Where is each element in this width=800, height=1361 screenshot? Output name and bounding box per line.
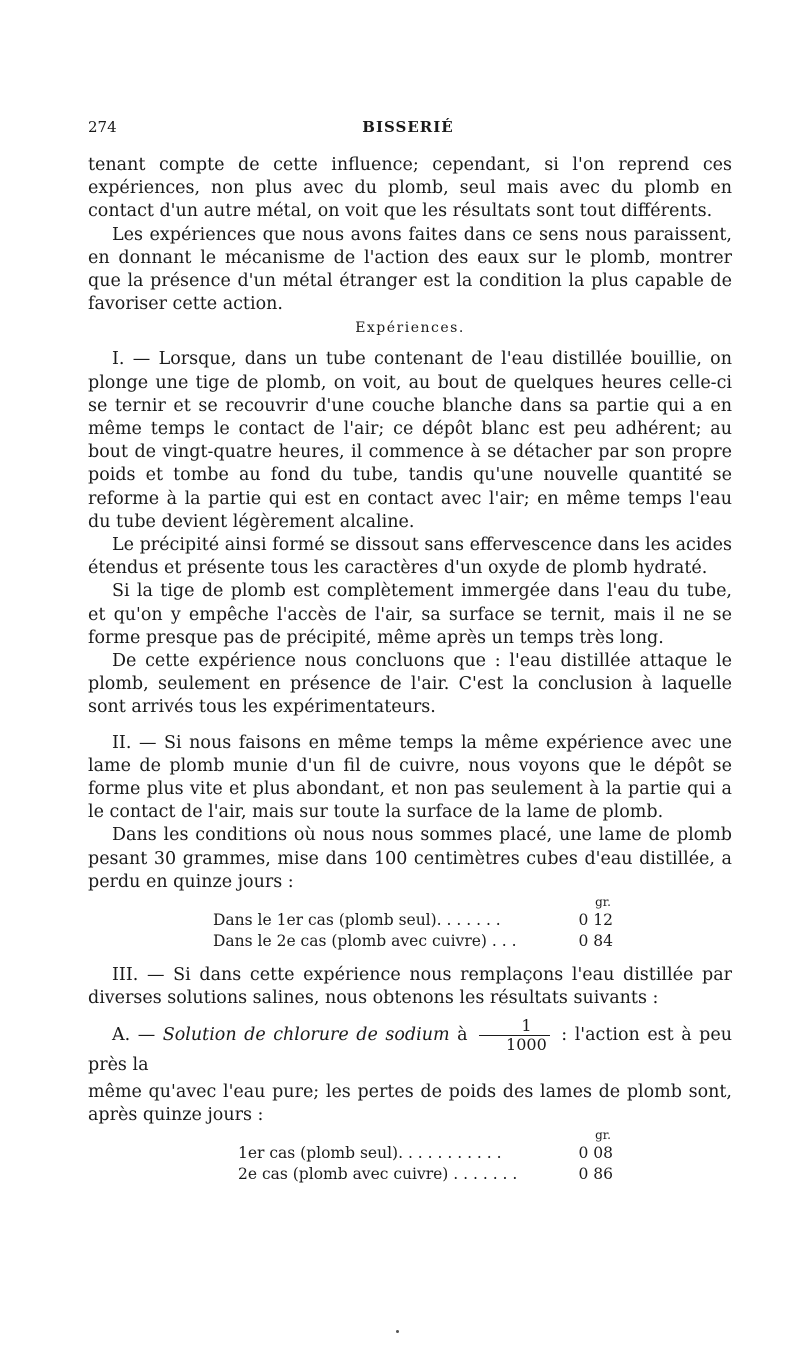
- table-row-label: Dans le 2e cas (plomb avec cuivre) . . .: [213, 932, 517, 951]
- paragraph-experiment-1: I. — Lorsque, dans un tube contenant de l'eau distillée bouillie, on plonge une tige de plomb, on voit, au bout de quelques heures celle-ci se ternir et se recouvrir d'une couche blanche dans sa partie qui a en même temps le contact de l'air; ce dépôt blanc est peu adhérent; au bout de vingt-quatre heures, il commence à se détacher par son propre poids et tombe au fond du tube, tandis qu'une nouvelle quantité se reforme à la partie qui est en contact avec l'air; en même temps l'eau du tube devient légèrement alcaline.: [88, 349, 732, 532]
- table-row-value: 0 12: [578, 911, 613, 930]
- table-row-label: 2e cas (plomb avec cuivre) . . . . . . .: [238, 1165, 518, 1184]
- page-mark-dot: [396, 1330, 399, 1333]
- main-text: [88, 154, 732, 1185]
- paragraph-1: tenant compte de cette influence; cependant, si l'on reprend ces expériences, non plus avec du plomb, seul mais avec du plomb en contact d'un autre métal, on voit que les résultats sont tout différents.: [88, 155, 732, 222]
- section-title: Expériences.: [355, 320, 465, 337]
- table-row-value: 0 86: [578, 1165, 613, 1184]
- solution-a-text-b: : l'action est à peu près la: [88, 1024, 732, 1075]
- paragraph-immersion: Si la tige de plomb est complètement immergée dans l'eau du tube, et qu'on y empêche l'accès de l'air, sa surface se ternit, mais il ne se forme presque pas de précipité, même après un temps très long.: [88, 581, 732, 648]
- table-row-label: 1er cas (plomb seul). . . . . . . . . . .: [238, 1144, 502, 1163]
- paragraph-2: Les expériences que nous avons faites dans ce sens nous paraissent, en donnant le mécanisme de l'action des eaux sur le plomb, montrer que la présence d'un métal étranger est la condition la plus capable de favoriser cette action.: [88, 224, 732, 315]
- table-row: [213, 931, 613, 952]
- fraction-denominator: 1000: [506, 1034, 547, 1054]
- paragraph-experiment-3: III. — Si dans cette expérience nous remplaçons l'eau distillée par diverses solutions salines, nous obtenons les résultats suivants :: [88, 965, 732, 1009]
- concentration-fraction: [479, 1017, 550, 1054]
- table-row-value: 0 84: [578, 932, 613, 951]
- running-title: BISSERIÉ: [362, 118, 454, 136]
- table-row-value: 0 08: [578, 1144, 613, 1163]
- page-number: 274: [88, 118, 117, 136]
- solution-a-prefix: A. —: [112, 1024, 163, 1045]
- paragraph-solution-a-cont: même qu'avec l'eau pure; les pertes de poids des lames de plomb sont, après quinze jours :: [88, 1081, 732, 1125]
- table-row: [213, 910, 613, 931]
- page-header: [88, 118, 728, 146]
- paragraph-conditions: Dans les conditions où nous nous sommes placé, une lame de plomb pesant 30 grammes, mise dans 100 centimètres cubes d'eau distillée, a perdu en quinze jours :: [88, 825, 732, 892]
- paragraph-experiment-2: II. — Si nous faisons en même temps la même expérience avec une lame de plomb munie d'un fil de cuivre, nous voyons que le dépôt se forme plus vite et plus abondant, et non pas seulement à la partie qui a le contact de l'air, mais sur toute la surface de la lame de plomb.: [88, 732, 732, 823]
- table-row-label: Dans le 1er cas (plomb seul). . . . . . .: [213, 911, 501, 930]
- table-unit: gr.: [595, 1128, 611, 1143]
- results-table-1: [213, 894, 613, 952]
- table-row: [238, 1164, 613, 1185]
- table-unit: gr.: [595, 895, 611, 910]
- solution-a-name: Solution de chlorure de sodium: [162, 1024, 450, 1045]
- paragraph-precipitate: Le précipité ainsi formé se dissout sans effervescence dans les acides étendus et présente tous les caractères d'un oxyde de plomb hydraté.: [88, 535, 732, 579]
- paragraph-conclusion: De cette expérience nous concluons que : l'eau distillée attaque le plomb, seulement en présence de l'air. C'est la conclusion à laquelle sont arrivés tous les expérimentateurs.: [88, 651, 732, 718]
- table-row: [238, 1143, 613, 1164]
- fraction-numerator: 1: [479, 1017, 550, 1036]
- paragraph-solution-a: [88, 1017, 732, 1077]
- results-table-2: [238, 1127, 613, 1185]
- solution-a-text-a: à: [449, 1024, 476, 1045]
